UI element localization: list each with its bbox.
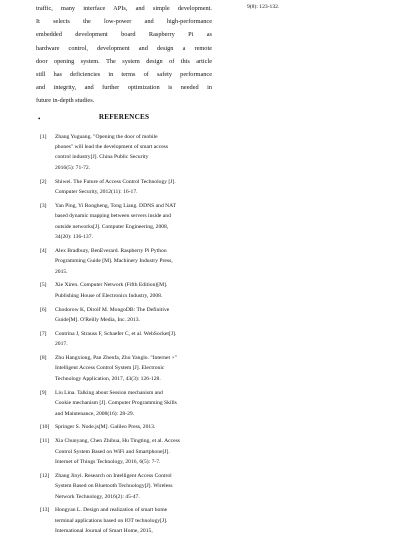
reference-item (36, 305, 212, 326)
reference-text-line: Computer Security, 2012(11): 16-17. (55, 189, 138, 196)
paragraph-line: traffic, many interface APIs, and simple development. (36, 5, 212, 12)
reference-text-line: System Based on Bluetooth Technology[J]. Wireless (55, 483, 173, 490)
references-heading: REFERENCES (98, 112, 150, 121)
reference-text-line: 2017. (55, 341, 68, 348)
reference-number: [3] (40, 202, 47, 209)
reference-number: [2] (40, 178, 47, 185)
reference-text-line: Publishing House of Electronics Industry, 2008. (55, 292, 163, 299)
reference-text-line: Zhang Yuguang. "Opening the door of mobile (55, 133, 158, 140)
reference-text-line: phones" will lead the development of smart access (55, 144, 169, 151)
references-heading-row (36, 112, 212, 126)
reference-item (36, 471, 212, 502)
paragraph-line: and integrity, and further optimization is needed in (36, 84, 212, 92)
reference-text-line: Shiwei. The Future of Access Control Technology [J]. (55, 178, 176, 185)
reference-number: [13] (40, 507, 50, 514)
reference-text-line: Yan Ping, Yi Rongheng, Tong Liang. DDNS and NAT (55, 202, 177, 209)
paragraph-line: future in-depth studies. (36, 97, 95, 105)
reference-text-line: Intelligent Access Control System [J]. Electronic (55, 365, 165, 372)
reference-number: [1] (40, 133, 47, 140)
reference-text-line: Cookie mechanism [J]. Computer Programming Skills (55, 400, 177, 407)
reference-text-line: Hongyan L. Design and realization of smart home (55, 507, 168, 514)
reference-text-line: Alex Bradbury, BenEverard. Raspberry Pi Python (55, 247, 167, 254)
reference-item (36, 201, 212, 243)
reference-text-line: Chodorow K, Dirolf M. MongoDB: The Definitive (55, 306, 170, 313)
reference-number: [9] (40, 389, 47, 396)
reference-item (36, 422, 212, 432)
reference-number: [6] (40, 306, 47, 313)
reference-item (36, 388, 212, 419)
reference-number: [7] (40, 330, 47, 337)
paragraph-line: embedded development board Raspberry Pi as (36, 31, 212, 39)
paragraph-line: It selects the low-power and high-performance (36, 18, 212, 26)
reference-item (36, 436, 212, 467)
reference-text-line: terminal applications based on IOT technology[J]. (55, 517, 168, 524)
paragraph-line: still has deficiencies in terms of safety performance (36, 71, 212, 79)
reference-item (36, 505, 212, 536)
right-column (221, 2, 391, 12)
reference-text-line: Network Technology, 2016(2): 45-47. (55, 493, 140, 500)
reference-text-line: Zhang Jinyi. Research on Intelligent Access Control (55, 472, 172, 479)
reference-number: [12] (40, 472, 50, 479)
reference-item (36, 280, 212, 301)
reference-text-line: Guide[M]. O'Reilly Media, Inc. 2013. (55, 317, 140, 324)
reference-text-line: based dynamic mapping between servers inside and (55, 213, 171, 220)
reference-text-line: and Maintenance, 2008(16): 28-29. (55, 410, 135, 417)
paragraph-line: hardware control, development and design a remote (36, 44, 212, 52)
paragraph-line: door opening system. The system design of this article (36, 57, 212, 65)
reference-text-line: International Journal of Smart Home, 2015, (55, 528, 153, 535)
reference-text-line: outside networks[J]. Computer Engineering, 2008, (55, 223, 169, 230)
reference-text-line: Technology Application, 2017, 43(3): 126-128. (55, 375, 161, 382)
reference-text-line: 2016(5): 71-72. (55, 164, 91, 171)
reference-item (36, 329, 212, 350)
conclusion-paragraph (36, 2, 212, 108)
reference-text-line: Xia Chunyang, Chen Zhihua, Hu Tingting, et al. Access (55, 438, 180, 445)
reference-text-line: control industry[J]. China Public Security (55, 154, 149, 161)
reference-continuation: 9(8): 123-132. (247, 4, 280, 10)
reference-text-line: Zhu Hangxiong, Pan Zhenfa, Zhu Yanglo. "Internet +" (55, 355, 177, 362)
reference-number: [5] (40, 282, 47, 289)
reference-text-line: Control System Based on WiFi and Smartphone[J]. (55, 448, 170, 455)
reference-text-line: 2015. (55, 268, 68, 275)
reference-number: [8] (40, 355, 47, 362)
reference-number: [10] (40, 424, 50, 431)
reference-text-line: Contrina J, Strauss F, Schaefer C, et al. WebSocket[J]. (55, 330, 177, 337)
reference-text-line: Internet of Things Technology, 2016, 6(5): 7-7. (55, 458, 161, 465)
reference-text-line: Liu Lina. Talking about Session mechanism and (55, 389, 163, 396)
reference-number: [4] (40, 247, 47, 254)
reference-item (36, 177, 212, 198)
reference-item (36, 246, 212, 277)
bullet-icon: • (38, 114, 41, 123)
reference-number: [11] (40, 438, 50, 445)
reference-item (36, 353, 212, 384)
reference-text-line: Xie Xiren. Computer Network (Fifth Edition)[M]. (55, 282, 168, 289)
references-list (36, 132, 212, 537)
left-column (36, 2, 212, 540)
reference-text-line: Springer S. Node.js[M]. Galileo Press, 2013. (55, 424, 156, 431)
reference-item (36, 132, 212, 174)
reference-text-line: 34(20): 136-137. (55, 234, 93, 241)
reference-text-line: Programming Guide [M]. Machinery Industry Press, (55, 258, 173, 265)
